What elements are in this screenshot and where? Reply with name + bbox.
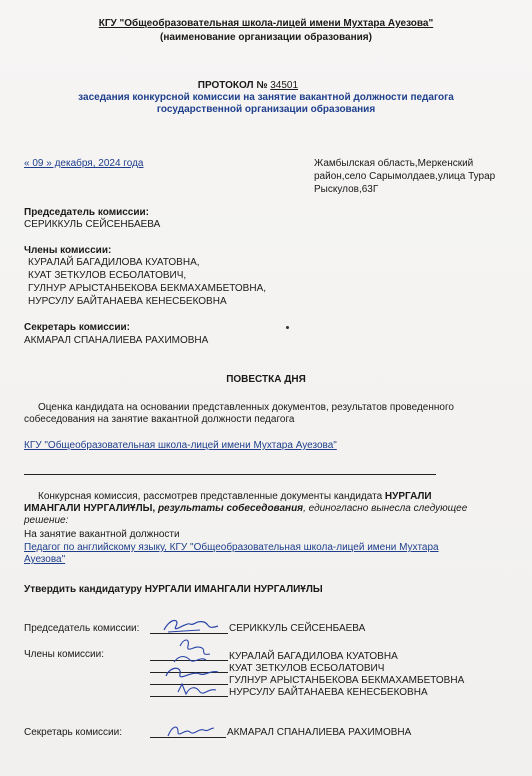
protocol-title xyxy=(0,80,532,91)
agenda-org-link: КГУ "Общеобразовательная школа-лицей имени Мухтара Ауезова" xyxy=(24,440,337,451)
decision-line-2: ИМАНГАЛИ НУРГАЛИҰЛЫ, результаты собеседования, единогласно вынесла следующее xyxy=(24,503,468,514)
sig-member-name-2: КУАТ ЗЕТКУЛОВ ЕСБОЛАТОВИЧ xyxy=(229,663,385,674)
protocol-subtitle-1: заседания конкурсной комиссии на занятие вакантной должности педагога xyxy=(78,92,454,103)
chairman-name: СЕРИККУЛЬ СЕЙСЕНБАЕВА xyxy=(24,219,161,230)
member-name-3: ГУЛНУР АРЫСТАНБЕКОВА БЕКМАХАМБЕТОВНА, xyxy=(28,283,267,294)
protocol-number: 34501 xyxy=(270,80,299,91)
blank-underline xyxy=(24,474,436,475)
protocol-location-2: район,село Сарымолдаев,улица Турар xyxy=(314,171,496,182)
sig-chairman-name: СЕРИККУЛЬ СЕЙСЕНБАЕВА xyxy=(229,623,366,634)
decision-interview-results: результаты собеседования xyxy=(157,503,304,514)
org-caption: (наименование организации образования) xyxy=(160,32,372,43)
protocol-title-prefix: ПРОТОКОЛ № xyxy=(197,80,268,91)
decision-line-3: решение: xyxy=(24,515,69,526)
stray-dot xyxy=(286,326,289,329)
member-name-1: КУРАЛАЙ БАГАДИЛОВА КУАТОВНА, xyxy=(28,257,200,268)
member-name-2: КУАТ ЗЕТКУЛОВ ЕСБОЛАТОВИЧ, xyxy=(28,270,187,281)
agenda-title: ПОВЕСТКА ДНЯ xyxy=(226,374,306,385)
decision-candidate: ИМАНГАЛИ НУРГАЛИҰЛЫ, xyxy=(24,503,156,514)
sig-member-name-1: КУРАЛАЙ БАГАДИЛОВА КУАТОВНА xyxy=(229,651,398,662)
protocol-location-3: Рыскулов,63Г xyxy=(314,184,379,195)
protocol-location-1: Жамбылская область,Меркенский xyxy=(314,158,474,169)
agenda-line-1: Оценка кандидата на основании представленных документов, результатов проведенного xyxy=(38,402,454,413)
member-name-4: НУРСУЛУ БАЙТАНАЕВА КЕНЕСБЕКОВНА xyxy=(28,296,227,307)
decision-approve: Утвердить кандидатуру НУРГАЛИ ИМАНГАЛИ НУРГАЛИҰЛЫ xyxy=(24,584,323,595)
secretary-label: Секретарь комиссии: xyxy=(24,322,130,333)
decision-position-1: Педагог по английскому языку, КГУ "Общеобразовательная школа-лицей имени Мухтара xyxy=(24,542,439,553)
member-signatures xyxy=(160,636,224,700)
chairman-label: Председатель комиссии: xyxy=(24,207,149,218)
agenda-line-2: собеседования на занятие вакантной должности педагога xyxy=(24,414,295,425)
sig-secretary-label: Секретарь комиссии: xyxy=(24,727,122,738)
protocol-date: « 09 » декабря, 2024 года xyxy=(24,158,144,169)
secretary-signature xyxy=(164,720,216,740)
sig-member-name-3: ГУЛНУР АРЫСТАНБЕКОВА БЕКМАХАМБЕТОВНА xyxy=(229,675,465,686)
protocol-subtitle-2: государственной организации образования xyxy=(156,104,376,115)
sig-chairman-label: Председатель комиссии: xyxy=(24,623,140,634)
sig-secretary-name: АКМАРАЛ СПАНАЛИЕВА РАХИМОВНА xyxy=(227,727,412,738)
members-label: Члены комиссии: xyxy=(24,245,112,256)
org-name: КГУ "Общеобразовательная школа-лицей имени Мухтара Ауезова" xyxy=(98,18,434,29)
decision-candidate-first: НУРГАЛИ xyxy=(384,491,432,502)
decision-position-2: Ауезова" xyxy=(24,554,66,565)
sig-members-label: Члены комиссии: xyxy=(24,649,105,660)
sig-member-name-4: НУРСУЛУ БАЙТАНАЕВА КЕНЕСБЕКОВНА xyxy=(229,687,428,698)
decision-line-1: Конкурсная комиссия, рассмотрев представленные документы кандидата НУРГАЛИ xyxy=(38,491,432,502)
secretary-name: АКМАРАЛ СПАНАЛИЕВА РАХИМОВНА xyxy=(24,335,209,346)
decision-line-4: На занятие вакантной должности xyxy=(24,529,180,540)
chairman-signature xyxy=(160,614,222,636)
